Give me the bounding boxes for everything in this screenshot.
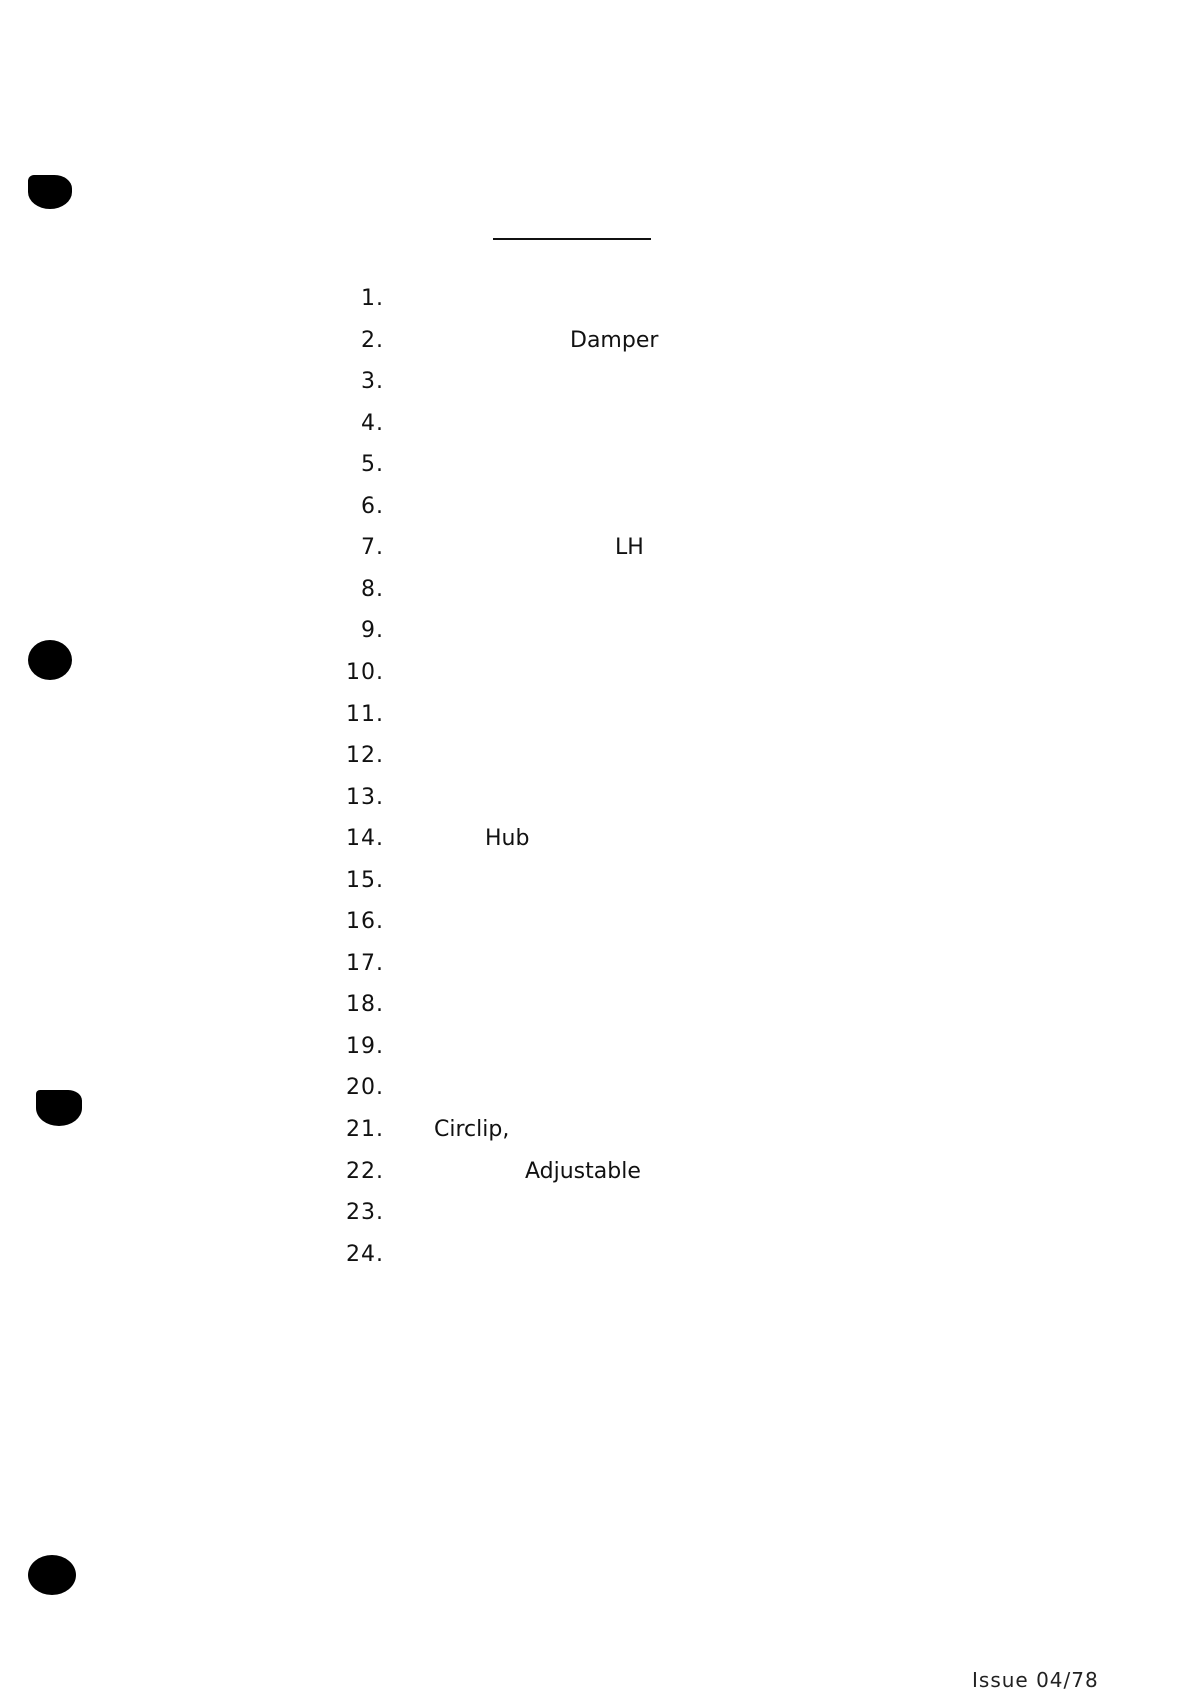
- punch-hole: [28, 1555, 76, 1595]
- issue-footer: Issue 04/78: [972, 1668, 1099, 1692]
- item-number: 1.: [361, 286, 384, 311]
- list-item: [0, 702, 1198, 732]
- item-number: 2.: [361, 327, 384, 353]
- item-number: 11.: [346, 701, 384, 727]
- list-item: [0, 1075, 1198, 1105]
- item-number: 18.: [346, 992, 384, 1018]
- item-number: 16.: [346, 909, 384, 935]
- list-item: [0, 286, 1198, 316]
- list-item: [0, 328, 1198, 358]
- list-item: [0, 452, 1198, 482]
- list-item: [0, 618, 1198, 648]
- list-item: [0, 1159, 1198, 1189]
- item-number: 6.: [361, 493, 384, 519]
- item-number: 3.: [361, 369, 384, 395]
- item-number: 8.: [361, 576, 384, 602]
- list-item: [0, 868, 1198, 898]
- item-text: Damper: [570, 327, 659, 353]
- list-item: [0, 785, 1198, 815]
- list-item: [0, 1242, 1198, 1272]
- list-item: [0, 660, 1198, 690]
- item-number: 10.: [346, 659, 384, 685]
- item-text: Hub: [485, 826, 530, 852]
- list-item: [0, 951, 1198, 981]
- item-text: Adjustable: [525, 1158, 641, 1184]
- list-item: [0, 1034, 1198, 1064]
- item-number: 22.: [346, 1158, 384, 1184]
- item-number: 7.: [361, 535, 384, 561]
- item-number: 23.: [346, 1200, 384, 1226]
- item-number: 9.: [361, 618, 384, 644]
- list-item: [0, 494, 1198, 524]
- item-number: 4.: [361, 410, 384, 436]
- item-number: 5.: [361, 452, 384, 478]
- list-item: [0, 369, 1198, 399]
- list-item: [0, 411, 1198, 441]
- item-number: 20.: [346, 1075, 384, 1101]
- list-item: [0, 909, 1198, 939]
- list-item: [0, 826, 1198, 856]
- item-text: Circlip,: [434, 1117, 510, 1142]
- item-number: 15.: [346, 867, 384, 893]
- item-number: 17.: [346, 950, 384, 976]
- list-item: [0, 1117, 1198, 1147]
- item-number: 12.: [346, 743, 384, 769]
- item-number: 24.: [346, 1241, 384, 1267]
- item-number: 19.: [346, 1033, 384, 1059]
- list-item: [0, 992, 1198, 1022]
- list-item: [0, 743, 1198, 773]
- list-item: [0, 535, 1198, 565]
- item-number: 13.: [346, 784, 384, 810]
- item-number: 21.: [346, 1117, 384, 1142]
- item-text: LH: [615, 535, 644, 561]
- item-number: 14.: [346, 826, 384, 852]
- list-item: [0, 1200, 1198, 1230]
- list-item: [0, 577, 1198, 607]
